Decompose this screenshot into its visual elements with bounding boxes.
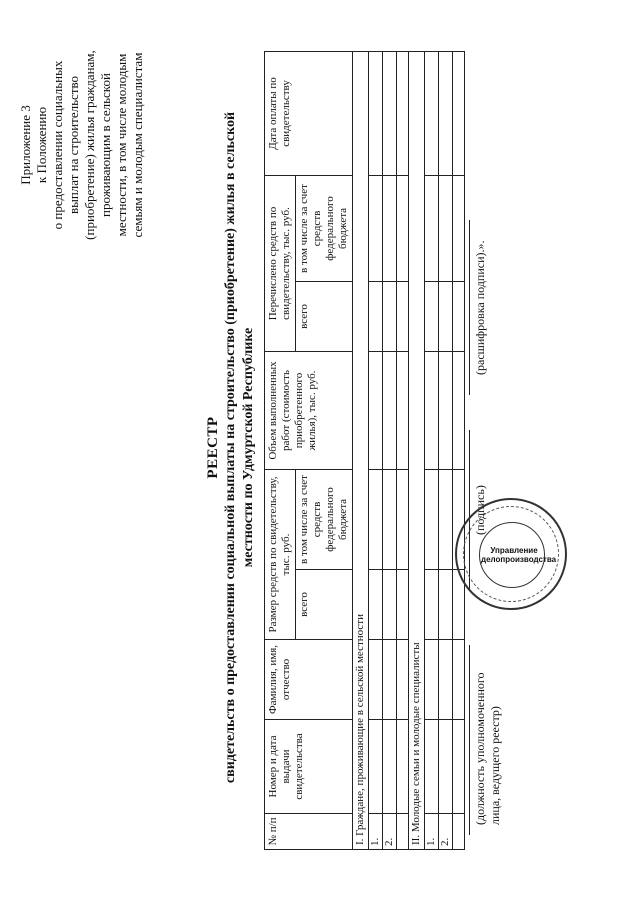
position-caption: [473, 605, 503, 825]
signature-caption: (подпись): [473, 485, 487, 535]
document-title: [205, 30, 258, 865]
col-header-certificate: Номер и дата выдачи свидетельства: [265, 720, 353, 814]
title-line-2: местности по Удмуртской Республике: [241, 327, 256, 568]
col-header-size-federal: в том числе за счет средств федерального бюджета: [296, 469, 353, 569]
position-line: [469, 645, 470, 835]
col-header-transfer-federal: в том числе за счет средств федерального бюджета: [296, 175, 353, 281]
title-line-1: свидетельств о предоставлении социальной выплаты на строительство (приобретение) жилья в сельской: [223, 111, 238, 784]
table-cell: [369, 640, 383, 720]
appendix-line: (приобретение) жилья гражданам,: [82, 50, 97, 240]
table-cell: [425, 51, 439, 175]
col-header-num: № п/п: [265, 814, 353, 850]
table-cell: [369, 51, 383, 175]
table-cell: [397, 51, 409, 175]
row-number: 2.: [439, 814, 453, 850]
table-cell: [369, 469, 383, 569]
appendix-line: местности, в том числе молодым: [114, 53, 129, 237]
table-cell: [425, 720, 439, 814]
table-cell: [383, 469, 397, 569]
position-caption-line: лица, ведущего реестр): [488, 706, 502, 825]
table-cell: [383, 351, 397, 469]
section-title: II. Молодые семьи и молодые специалисты: [409, 51, 425, 849]
decoding-caption: (расшифровка подписи).».: [473, 240, 487, 375]
row-number: 1.: [425, 814, 439, 850]
table-cell: [425, 640, 439, 720]
appendix-line: семьям и молодым специалистам: [130, 52, 145, 238]
table-cell: [383, 720, 397, 814]
row-number: [397, 814, 409, 850]
row-number: 2.: [383, 814, 397, 850]
table-cell: [383, 281, 397, 351]
table-cell: [425, 469, 439, 569]
col-header-volume: Объем выполненных работ (стоимость приобретенного жилья), тыс. руб.: [265, 351, 353, 469]
table-cell: [383, 640, 397, 720]
table-cell: [425, 175, 439, 281]
table-cell: [439, 570, 453, 640]
table-cell: [397, 351, 409, 469]
title-heading: РЕЕСТР: [205, 416, 221, 479]
appendix-line: Приложение 3: [18, 105, 33, 185]
col-header-date: Дата оплаты по свидетельству: [265, 51, 353, 175]
col-header-size-group: Размер средств по свидетельству, тыс. руб.: [265, 469, 296, 639]
section-title: I. Граждане, проживающие в сельской местности: [353, 51, 369, 849]
registry-table: [264, 51, 465, 850]
section-row: [409, 51, 425, 849]
col-header-name: Фамилия, имя, отчество: [265, 640, 353, 720]
table-cell: [439, 640, 453, 720]
table-cell: [425, 281, 439, 351]
table-cell: [369, 570, 383, 640]
appendix-line: к Положению: [34, 106, 49, 184]
table-cell: [397, 175, 409, 281]
table-cell: [369, 281, 383, 351]
seal-center-text: Управление делопроизводства: [481, 546, 557, 564]
table-cell: [439, 51, 453, 175]
signature-block: [455, 55, 575, 835]
table-cell: [369, 175, 383, 281]
section-row: [353, 51, 369, 849]
table-cell: [397, 570, 409, 640]
table-cell: [425, 570, 439, 640]
col-header-size-total: всего: [296, 570, 353, 640]
table-cell: [397, 720, 409, 814]
table-row: [383, 51, 397, 849]
table-cell: [439, 175, 453, 281]
table-row: [425, 51, 439, 849]
position-caption-line: (должность уполномоченного: [473, 672, 487, 825]
appendix-note: [18, 5, 146, 285]
table-cell: [383, 51, 397, 175]
table-row: [369, 51, 383, 849]
table-cell: [397, 469, 409, 569]
decoding-line: [469, 220, 470, 395]
table-cell: [439, 351, 453, 469]
table-cell: [369, 351, 383, 469]
table-cell: [425, 351, 439, 469]
appendix-line: о предоставлении социальных: [50, 60, 65, 230]
appendix-line: проживающим в сельской: [98, 73, 113, 217]
table-cell: [439, 469, 453, 569]
appendix-line: выплат на строительство: [66, 75, 81, 215]
table-row: [439, 51, 453, 849]
table-cell: [369, 720, 383, 814]
col-header-transfer-group: Перечислено средств по свидетельству, тыс. руб.: [265, 175, 296, 351]
table-cell: [383, 570, 397, 640]
table-cell: [397, 640, 409, 720]
table-row: [397, 51, 409, 849]
row-number: 1.: [369, 814, 383, 850]
table-cell: [439, 720, 453, 814]
table-cell: [439, 281, 453, 351]
table-cell: [383, 175, 397, 281]
official-seal: [455, 498, 567, 610]
col-header-transfer-total: всего: [296, 281, 353, 351]
table-cell: [397, 281, 409, 351]
